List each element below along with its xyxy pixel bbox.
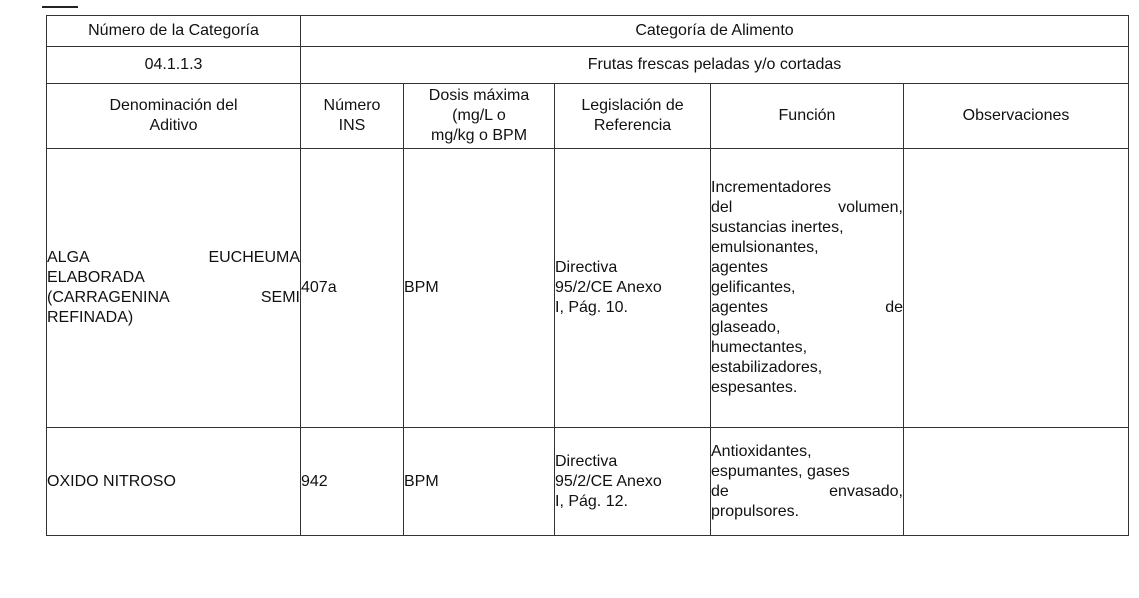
additive-name: ALGA EUCHEUMA ELABORADA (CARRAGENINA SEMI REFINADA) [47,149,301,428]
header-row-category [47,16,1129,47]
function: Antioxidantes, espumantes, gases de envasado, propulsores. [711,428,904,536]
max-dose: BPM [404,149,555,428]
table-row [47,149,1129,428]
food-category: Frutas frescas peladas y/o cortadas [301,47,1129,84]
col-header-ins: Número INS [301,84,404,149]
column-header-row [47,84,1129,149]
category-number: 04.1.1.3 [47,47,301,84]
ins-number: 942 [301,428,404,536]
col-header-legislation: Legislación de Referencia [555,84,711,149]
function: Incrementadores del volumen, sustancias inertes, emulsionantes, agentes gelificantes, agentes de glaseado, humectantes, estabilizadores, espesantes. [711,149,904,428]
legislation: Directiva 95/2/CE Anexo I, Pág. 12. [555,428,711,536]
ins-number: 407a [301,149,404,428]
additive-name: OXIDO NITROSO [47,428,301,536]
additives-table [46,15,1129,536]
observations [904,428,1129,536]
max-dose: BPM [404,428,555,536]
food-category-label: Categoría de Alimento [301,16,1129,47]
col-header-additive: Denominación del Aditivo [47,84,301,149]
col-header-max-dose: Dosis máxima (mg/L o mg/kg o BPM [404,84,555,149]
top-rule [42,6,78,8]
observations [904,149,1129,428]
col-header-observations: Observaciones [904,84,1129,149]
table-row [47,428,1129,536]
header-row-food [47,47,1129,84]
category-number-label: Número de la Categoría [47,16,301,47]
legislation: Directiva 95/2/CE Anexo I, Pág. 10. [555,149,711,428]
col-header-function: Función [711,84,904,149]
